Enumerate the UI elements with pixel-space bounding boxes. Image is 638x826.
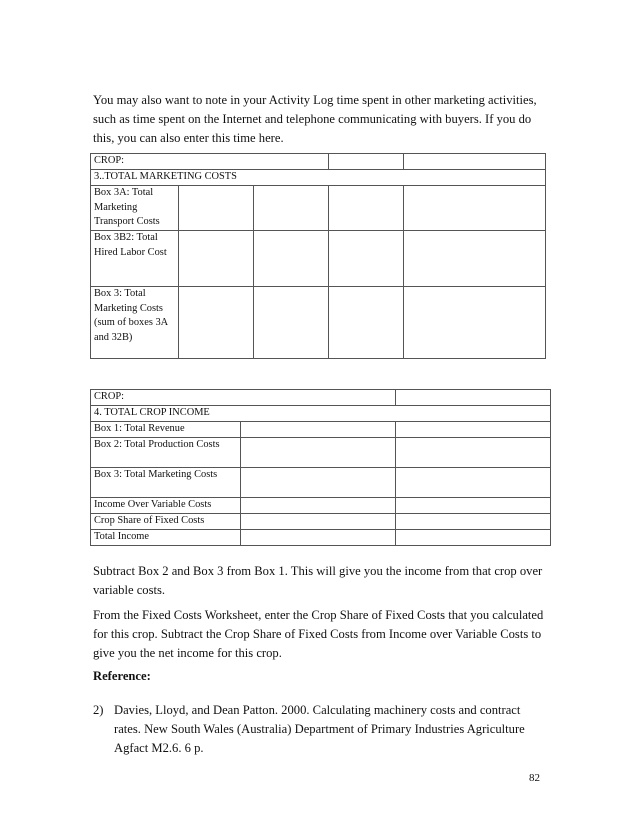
table-cell	[396, 390, 551, 406]
table-row	[91, 231, 546, 287]
table-row	[91, 422, 551, 438]
table-cell	[179, 231, 254, 287]
table-cell	[241, 498, 396, 514]
table-cell	[396, 514, 551, 530]
table-row	[91, 154, 546, 170]
crop-income-table	[90, 389, 551, 546]
table-cell: Income Over Variable Costs	[91, 498, 241, 514]
table-cell	[254, 231, 329, 287]
table-cell: Box 3: Total Marketing Costs (sum of boxes 3A and 32B)	[91, 287, 179, 359]
table-row	[91, 514, 551, 530]
table-cell	[396, 530, 551, 546]
marketing-costs-table	[90, 153, 546, 359]
table-row	[91, 498, 551, 514]
table-row	[91, 468, 551, 498]
table-cell	[329, 186, 404, 231]
table-cell: Box 3A: Total Marketing Transport Costs	[91, 186, 179, 231]
table-cell: Total Income	[91, 530, 241, 546]
table-cell	[404, 186, 546, 231]
instruction-paragraph-1: Subtract Box 2 and Box 3 from Box 1. This will give you the income from that crop over variable costs.	[93, 564, 543, 597]
table-cell: Box 2: Total Production Costs	[91, 438, 241, 468]
table-cell	[396, 498, 551, 514]
table-row	[91, 287, 546, 359]
table-row	[91, 170, 546, 186]
page-number: 82	[529, 772, 540, 784]
table-cell: Box 3: Total Marketing Costs	[91, 468, 241, 498]
reference-number: 2)	[93, 703, 104, 717]
table-cell	[241, 468, 396, 498]
reference-heading: Reference:	[93, 669, 151, 683]
table-row	[91, 186, 546, 231]
table-cell	[396, 468, 551, 498]
table-row	[91, 406, 551, 422]
instruction-paragraph-2: From the Fixed Costs Worksheet, enter the Crop Share of Fixed Costs that you calculated for this crop. Subtract the Crop Share of Fixed Costs from Income over Variable Costs to give you the net income for this crop.	[93, 608, 544, 660]
table-row	[91, 438, 551, 468]
table-cell: 3..TOTAL MARKETING COSTS	[91, 170, 546, 186]
reference-item	[93, 701, 545, 758]
table-cell	[241, 530, 396, 546]
intro-paragraph: You may also want to note in your Activity Log time spent in other marketing activities, such as time spent on the Internet and telephone communicating with buyers. If you do this, you can also enter this time here.	[93, 93, 537, 145]
table-cell	[396, 422, 551, 438]
table-row	[91, 390, 551, 406]
table-cell: CROP:	[91, 154, 329, 170]
table-cell	[404, 154, 546, 170]
table-cell	[241, 438, 396, 468]
table-cell	[241, 422, 396, 438]
table-cell: 4. TOTAL CROP INCOME	[91, 406, 551, 422]
table-cell: Crop Share of Fixed Costs	[91, 514, 241, 530]
table-cell	[254, 287, 329, 359]
table-cell: Box 3B2: Total Hired Labor Cost	[91, 231, 179, 287]
table-cell	[404, 231, 546, 287]
table-cell	[179, 287, 254, 359]
table-cell	[329, 154, 404, 170]
table-cell	[329, 287, 404, 359]
table-cell: Box 1: Total Revenue	[91, 422, 241, 438]
table-cell	[241, 514, 396, 530]
table-row	[91, 530, 551, 546]
reference-text: Davies, Lloyd, and Dean Patton. 2000. Calculating machinery costs and contract rates. New South Wales (Australia) Department of Primary Industries Agriculture Agfact M2.6. 6 p.	[114, 703, 525, 755]
table-cell	[179, 186, 254, 231]
table-cell	[396, 438, 551, 468]
table-cell: CROP:	[91, 390, 396, 406]
table-cell	[254, 186, 329, 231]
table-cell	[404, 287, 546, 359]
table-cell	[329, 231, 404, 287]
